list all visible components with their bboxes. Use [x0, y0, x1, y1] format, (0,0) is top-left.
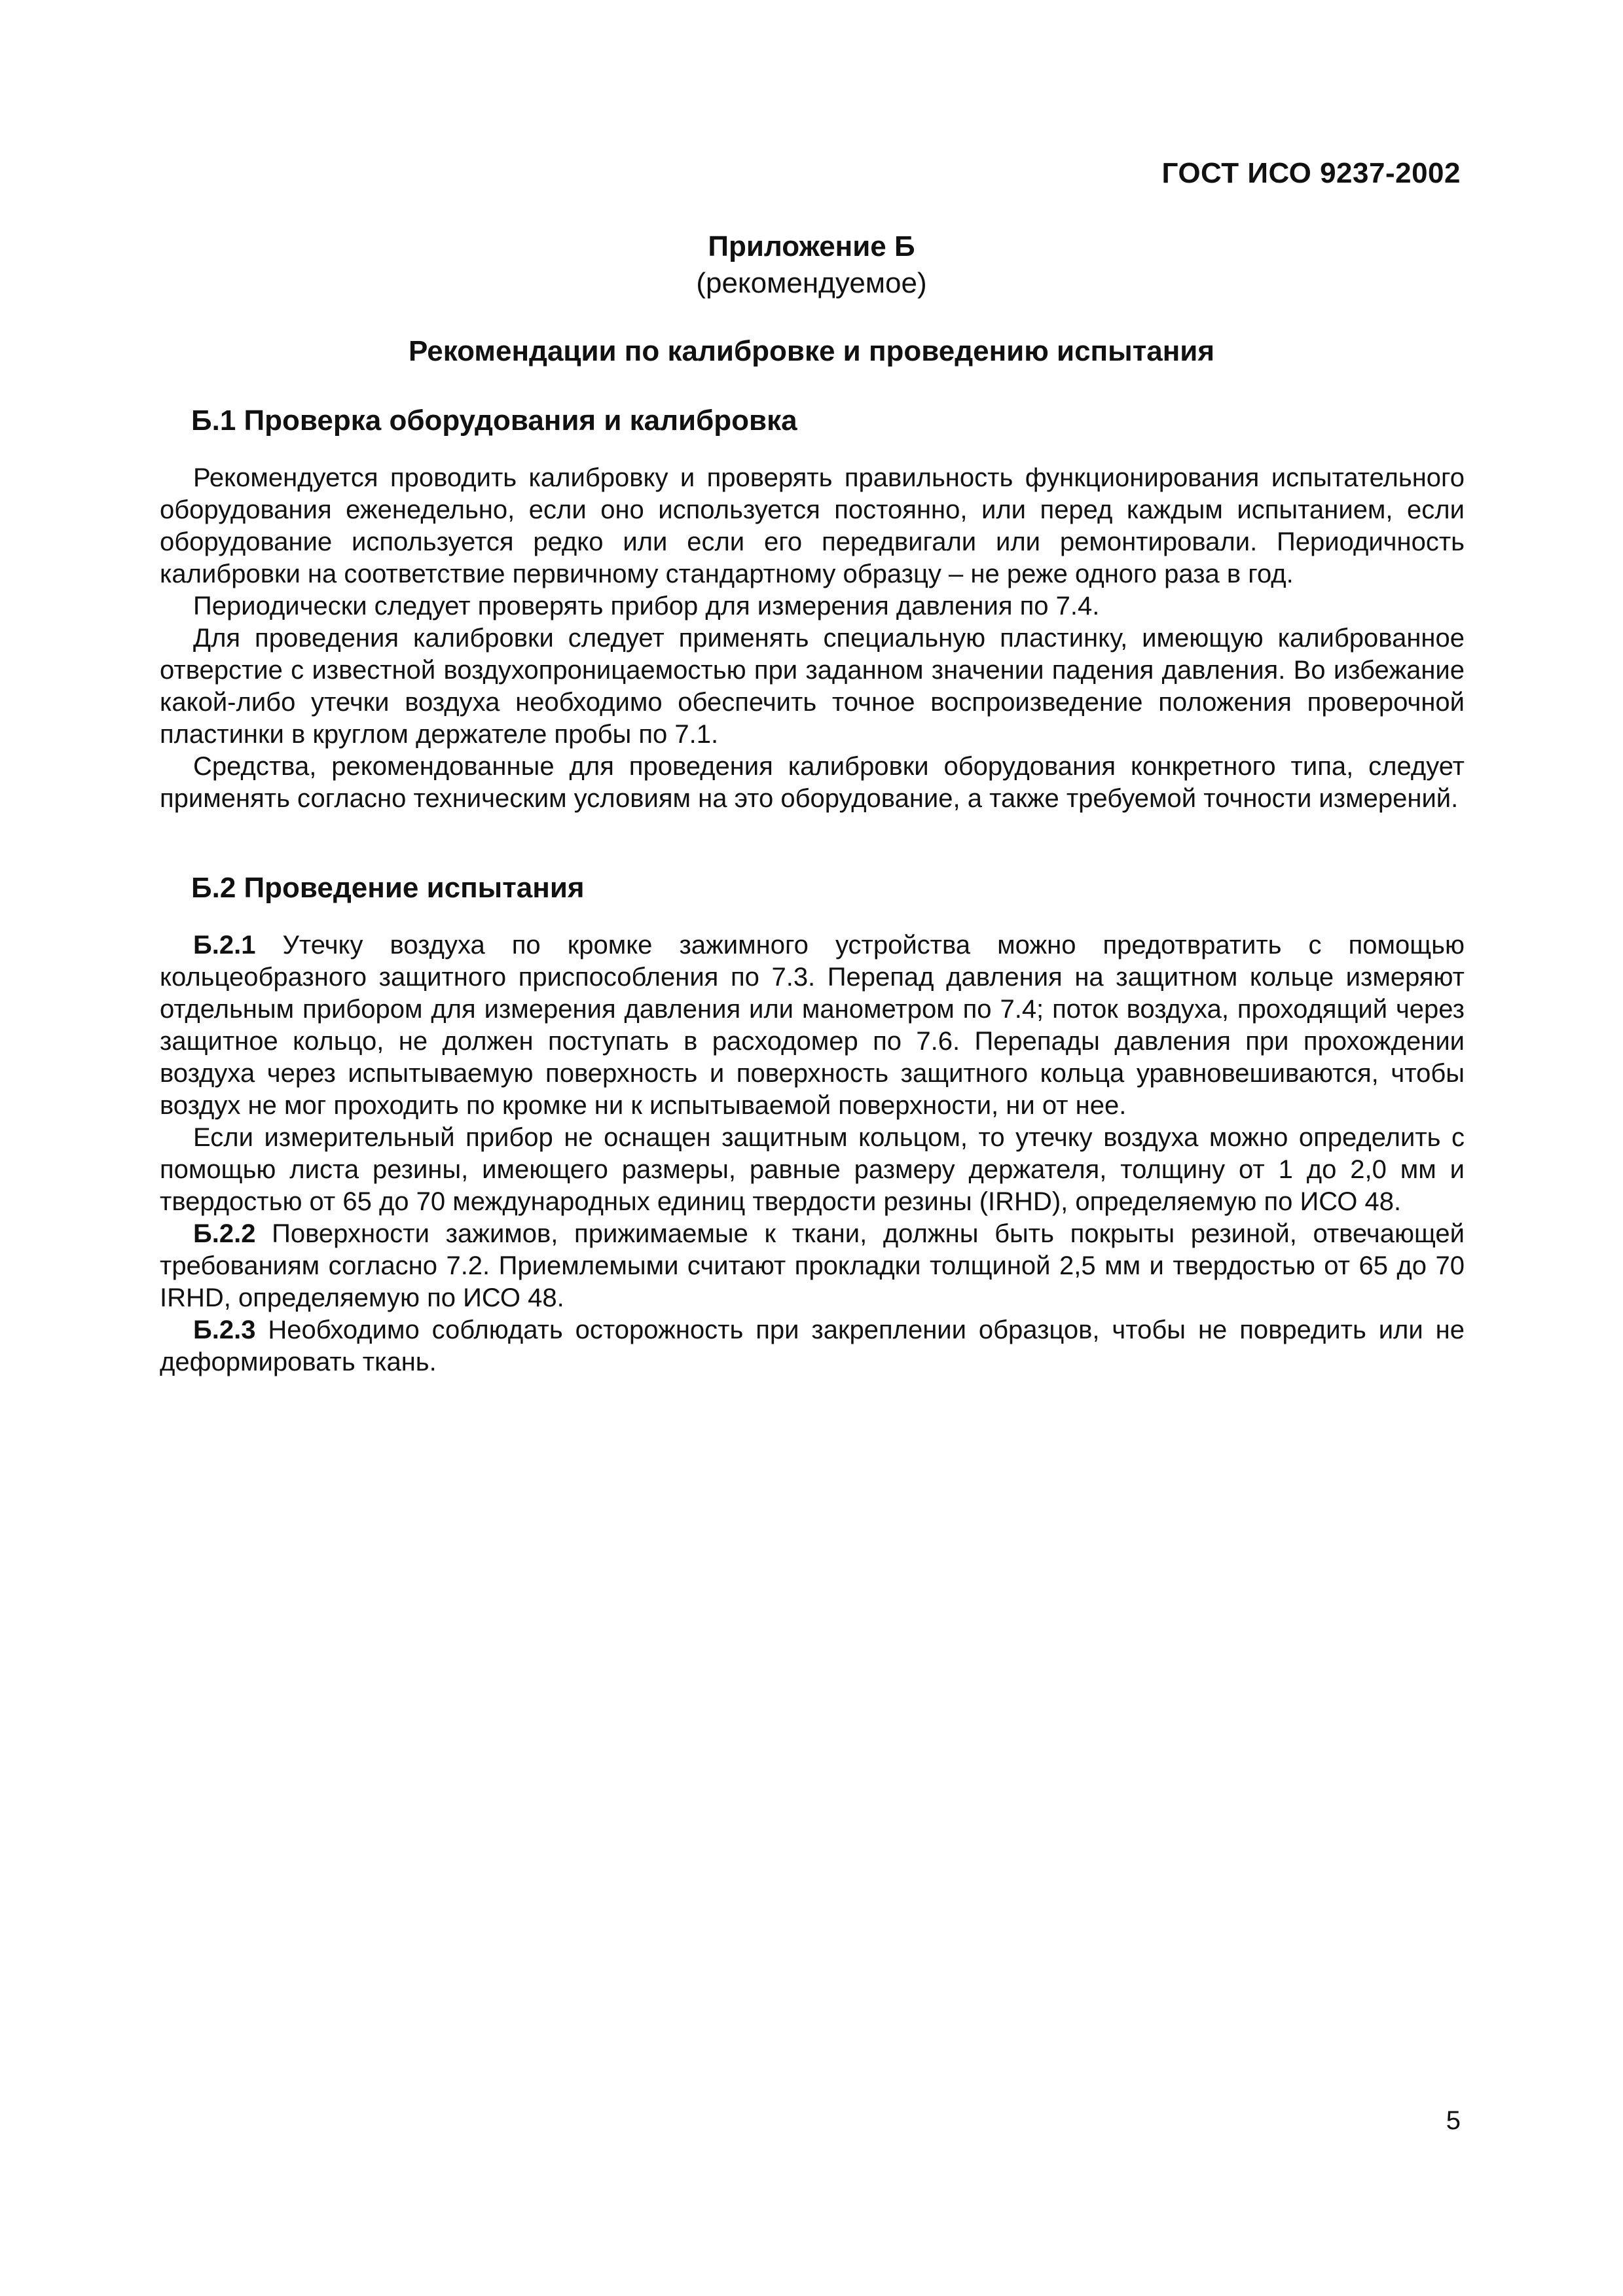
clause-number: Б.2.3 [193, 1316, 256, 1344]
paragraph-b21 [160, 929, 1465, 1122]
page-number: 5 [1446, 2106, 1461, 2135]
section-heading-b1: Б.1 Проверка оборудования и калибровка [191, 404, 797, 437]
appendix-status: (рекомендуемое) [696, 267, 927, 299]
paragraph: Для проведения калибровки следует применять специальную пластинку, имеющую калиброванное отверстие с известной воздухопроницаемостью при заданном значении падения давления. Во избежание какой-либо утечки воздуха необходимо обеспечить точное воспроизведение положения проверочной пластинки в круглом держателе пробы по 7.1. [160, 624, 1465, 749]
clause-text: Поверхности зажимов, прижимаемые к ткани, должны быть покрыты резиной, отвечающей требованиям согласно 7.2. Приемлемыми считают прокладки толщиной 2,5 мм и твердостью от 65 до 70 IRHD, определяемую по ИСО 48. [160, 1219, 1465, 1312]
clause-text: Необходимо соблюдать осторожность при закреплении образцов, чтобы не повредить или не деформировать ткань. [160, 1316, 1465, 1376]
section-b2-body [160, 929, 1465, 1378]
section-heading-b2: Б.2 Проведение испытания [191, 872, 585, 904]
document-code: ГОСТ ИСО 9237-2002 [1161, 157, 1461, 189]
paragraph: Средства, рекомендованные для проведения калибровки оборудования конкретного типа, следует применять согласно техническим условиям на это оборудование, а также требуемой точности измерений. [160, 752, 1465, 813]
clause-number: Б.2.2 [193, 1219, 256, 1248]
paragraph: Рекомендуется проводить калибровку и проверять правильность функционирования испытательного оборудования еженедельно, если оно используется постоянно, или перед каждым испытанием, если оборудование используется редко или если его передвигали или ремонтировали. Периодичность калибровки на соответствие первичному стандартному образцу – не реже одного раза в год. [160, 463, 1465, 588]
paragraph-b23 [160, 1314, 1465, 1378]
clause-number: Б.2.1 [193, 931, 256, 960]
paragraph: Периодически следует проверять прибор для измерения давления по 7.4. [193, 592, 1100, 620]
paragraph-b22 [160, 1218, 1465, 1314]
section-b1-body [160, 462, 1465, 815]
paragraph: Если измерительный прибор не оснащен защитным кольцом, то утечку воздуха можно определить с помощью листа резины, имеющего размеры, равные размеру держателя, толщину от 1 до 2,0 мм и твердостью от 65 до 70 международных единиц твердости резины (IRHD), определяемую по ИСО 48. [160, 1123, 1465, 1216]
clause-text: Утечку воздуха по кромке зажимного устройства можно предотвратить с помощью кольцеобразного защитного приспособления по 7.3. Перепад давления на защитном кольце измеряют отдельным прибором для измерения давления или манометром по 7.4; поток воздуха, проходящий через защитное кольцо, не должен поступать в расходомер по 7.6. Перепады давления при прохождении воздуха через испытываемую поверхность и поверхность защитного кольца уравновешиваются, чтобы воздух не мог проходить по кромке ни к испытываемой поверхности, ни от нее. [160, 931, 1465, 1120]
main-title: Рекомендации по калибровке и проведению испытания [408, 335, 1215, 367]
appendix-title: Приложение Б [708, 230, 915, 262]
